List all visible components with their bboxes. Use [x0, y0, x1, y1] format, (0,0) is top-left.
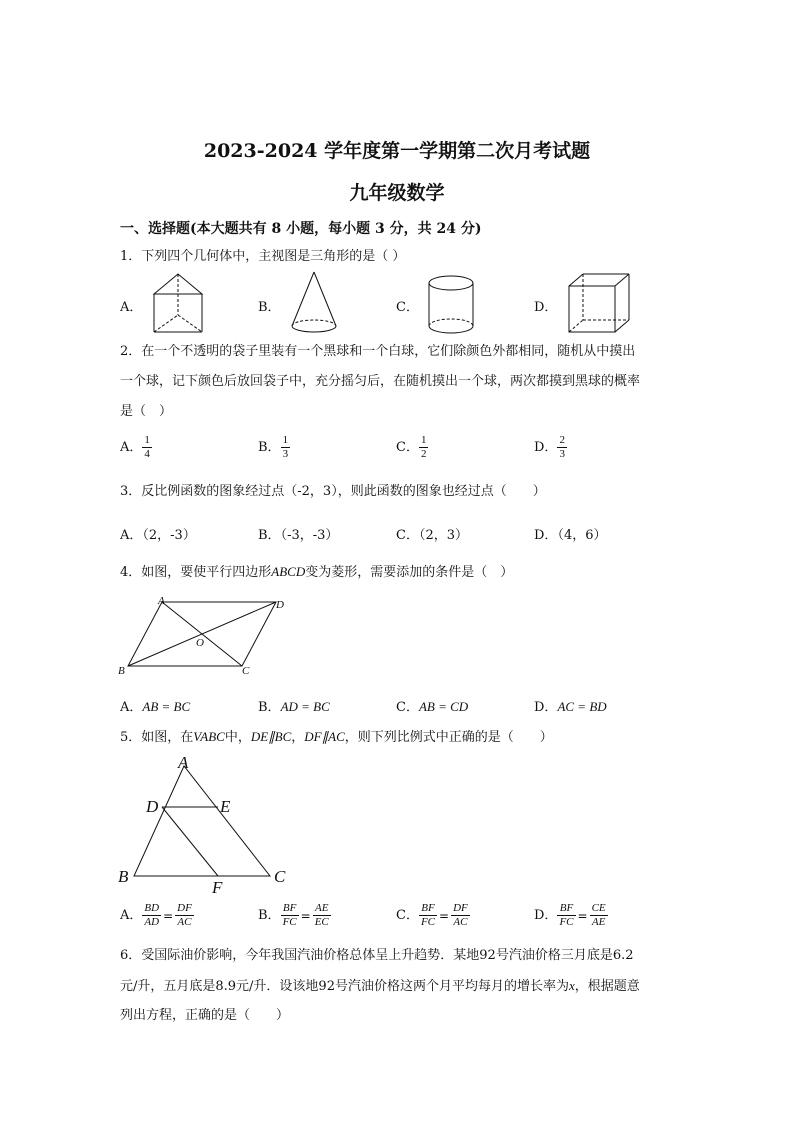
- q1-option-c-label: C．: [396, 300, 419, 315]
- q3-option-b-text: （-3，-3）: [280, 528, 339, 543]
- q2-option-d-num: 2: [559, 434, 565, 446]
- q5-option-d-label: D．: [534, 908, 558, 923]
- q3-option-a-text: （2，-3）: [142, 528, 196, 543]
- cube-icon: [567, 272, 633, 336]
- q5-stem-pre: 5．如图，在: [120, 730, 194, 745]
- q4-stem-pre: 4．如图，要使平行四边形: [120, 565, 272, 580]
- segment-df: [162, 807, 218, 876]
- q5-option-c-d1: FC: [420, 916, 436, 928]
- q2-option-a: [120, 434, 152, 461]
- label-d: D: [276, 599, 284, 611]
- q5-option-a-frac-2: [175, 902, 194, 929]
- q2-option-d-fraction: [557, 434, 567, 461]
- q5-option-b: [258, 902, 331, 929]
- q2-option-b-den: 3: [282, 448, 289, 460]
- label-e: E: [220, 797, 231, 816]
- q2-option-c-den: 2: [420, 448, 427, 460]
- q2-option-b: [258, 434, 290, 461]
- q4-stem-post: 变为菱形，需要添加的条件是（ ）: [305, 565, 514, 580]
- q3-option-a-label: A．: [120, 528, 143, 543]
- exam-title: 2023-2024 学年度第一学期第二次月考试题: [203, 140, 591, 162]
- q1-option-a-label: A．: [120, 300, 143, 315]
- q6-line-2-var: x: [568, 978, 575, 993]
- q2-option-c-num: 1: [420, 434, 427, 446]
- q1-option-b-label: B．: [258, 300, 281, 315]
- q6-line-2-pre: 元/升，五月底是8.9元/升．设该地92号汽油价格这两个月平均每月的增长率为: [120, 979, 569, 994]
- q4-option-b-text: AD = BC: [280, 699, 330, 714]
- q5-option-d-frac-1: [557, 902, 575, 929]
- q5-stem-mid: 中，: [224, 730, 251, 745]
- q5-stem-post: ，则下列比例式中正确的是（ ）: [344, 730, 553, 745]
- q5-option-d-n2: CE: [591, 902, 606, 914]
- q3-option-b-label: B．: [258, 528, 281, 543]
- q5-option-c-eq: =: [439, 908, 450, 923]
- q5-option-a-eq: =: [163, 908, 174, 923]
- q5-option-c-frac-1: [419, 902, 437, 929]
- parallelogram-figure: [114, 594, 294, 680]
- q5-option-d-d2: AE: [591, 916, 606, 928]
- q5-stem-sep: ，: [291, 730, 305, 745]
- q3-option-b: [258, 524, 338, 543]
- q3-option-c: [396, 524, 468, 543]
- triangular-prism-icon: [150, 272, 210, 336]
- q4-option-a-label: A．: [120, 700, 143, 715]
- q1-option-d-label: D．: [534, 300, 558, 315]
- label-c: C: [242, 665, 250, 677]
- label-a: A: [158, 595, 165, 607]
- q3-option-c-text: （2，3）: [418, 528, 468, 543]
- q2-option-c: [396, 434, 428, 461]
- q6-stem-line-2: [120, 976, 680, 997]
- q5-option-d: [534, 902, 608, 929]
- q5-option-b-n2: AE: [313, 902, 331, 916]
- q5-option-c-label: C．: [396, 908, 419, 923]
- q3-option-c-label: C．: [396, 528, 419, 543]
- label-c: C: [274, 867, 286, 886]
- exam-subtitle: 九年级数学: [349, 182, 445, 204]
- diagonal-bd: [128, 602, 276, 666]
- q4-option-c-label: C．: [396, 700, 419, 715]
- q5-option-b-d2: EC: [314, 916, 329, 928]
- q2-stem-line-1: 2．在一个不透明的袋子里装有一个黑球和一个白球，它们除颜色外都相同，随机从中摸出: [120, 344, 636, 359]
- q5-option-d-d1: FC: [559, 916, 574, 928]
- q5-option-a-n1: BD: [144, 902, 160, 914]
- q5-option-b-frac-1: [281, 902, 299, 929]
- q2-option-a-fraction: [142, 434, 152, 461]
- q5-option-a-n2: DF: [177, 902, 192, 914]
- label-d: D: [146, 797, 159, 816]
- q2-option-a-num: 1: [144, 434, 150, 446]
- q3-option-d: [534, 524, 606, 543]
- q5-condition-2: DF∥AC: [304, 729, 345, 744]
- q5-stem-triangle: VABC: [193, 729, 225, 744]
- q5-option-b-d1: FC: [282, 916, 297, 928]
- q5-option-c: [396, 902, 470, 929]
- label-o: O: [196, 637, 204, 649]
- q5-option-a-d2: AC: [177, 916, 192, 928]
- q4-option-d-label: D．: [534, 700, 558, 715]
- q5-option-b-n1: BF: [281, 902, 299, 916]
- q5-option-c-frac-2: [451, 902, 470, 929]
- q5-condition-1: DE∥BC: [250, 729, 292, 744]
- q5-option-a: [120, 902, 194, 929]
- q4-option-c: [396, 696, 468, 715]
- q2-option-a-label: A．: [120, 440, 143, 455]
- q5-option-b-eq: =: [300, 908, 311, 923]
- q5-option-c-n1: BF: [419, 902, 437, 916]
- q2-option-d: [534, 434, 567, 461]
- q4-option-d: [534, 696, 607, 715]
- q3-option-d-text: （4，6）: [557, 528, 607, 543]
- q2-option-c-label: C．: [396, 440, 419, 455]
- q5-option-a-frac-1: [142, 902, 161, 929]
- q2-option-b-fraction: [281, 434, 291, 461]
- q6-line-2-post: ，根据题意: [574, 979, 640, 994]
- q5-option-c-d2: AC: [453, 916, 468, 928]
- q4-option-b-label: B．: [258, 700, 281, 715]
- q5-option-d-eq: =: [577, 908, 588, 923]
- q2-option-d-den: 3: [559, 448, 565, 460]
- triangle-abc: [134, 766, 270, 876]
- q6-stem-line-3: 列出方程，正确的是（ ）: [120, 1008, 290, 1023]
- label-b: B: [118, 867, 129, 886]
- q4-stem-var: ABCD: [271, 564, 306, 579]
- q3-option-d-label: D．: [534, 528, 558, 543]
- q4-stem: [120, 562, 680, 583]
- q5-option-d-n1: BF: [557, 902, 575, 916]
- cylinder-icon: [427, 274, 479, 336]
- cone-icon: [288, 270, 344, 336]
- triangle-figure: [116, 750, 296, 896]
- q4-option-a: [120, 696, 190, 715]
- q3-option-a: [120, 524, 196, 543]
- label-a: A: [178, 753, 189, 772]
- q2-stem-line-2: 一个球，记下颜色后放回袋子中，充分摇匀后，在随机摸出一个球，两次都摸到黑球的概率: [120, 374, 641, 389]
- q6-stem-line-1: 6．受国际油价影响，今年我国汽油价格总体呈上升趋势．某地92号汽油价格三月底是6.2: [120, 948, 634, 963]
- q2-stem-line-3: 是（ ）: [120, 404, 173, 419]
- q5-option-a-d1: AD: [144, 916, 160, 928]
- q5-option-d-frac-2: [590, 902, 608, 929]
- q4-option-d-text: AC = BD: [557, 699, 607, 714]
- label-b: B: [118, 665, 125, 677]
- q5-stem: [120, 727, 680, 748]
- q2-option-b-num: 1: [282, 434, 289, 446]
- label-f: F: [212, 878, 223, 897]
- q5-option-c-n2: DF: [453, 902, 468, 914]
- section-heading: 一、选择题(本大题共有 8 小题，每小题 3 分，共 24 分): [120, 221, 482, 237]
- q5-option-b-frac-2: [313, 902, 331, 929]
- q1-stem: 1．下列四个几何体中，主视图是三角形的是（ ）: [120, 249, 406, 264]
- q2-option-a-den: 4: [144, 448, 150, 460]
- q2-option-d-label: D．: [534, 440, 558, 455]
- q4-option-b: [258, 696, 330, 715]
- q2-option-c-fraction: [419, 434, 429, 461]
- q4-option-c-text: AB = CD: [418, 699, 469, 714]
- q4-option-a-text: AB = BC: [142, 699, 191, 714]
- q3-stem: 3．反比例函数的图象经过点（-2，3），则此函数的图象也经过点（ ）: [120, 484, 546, 499]
- q5-option-a-label: A．: [120, 908, 143, 923]
- q2-option-b-label: B．: [258, 440, 281, 455]
- q5-option-b-label: B．: [258, 908, 281, 923]
